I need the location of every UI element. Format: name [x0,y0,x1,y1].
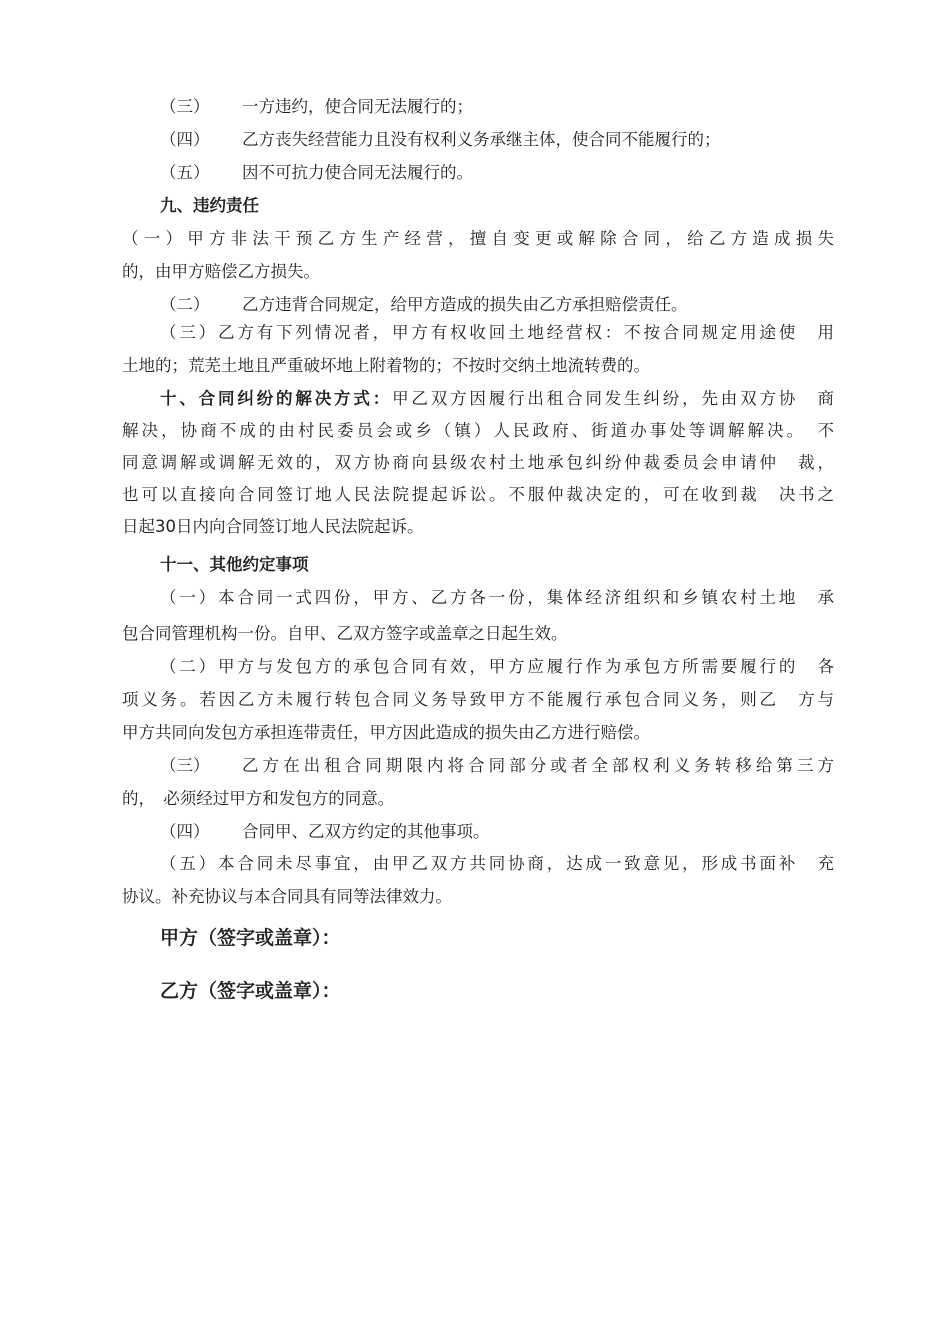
section-heading: 十、合同纠纷的解决方式： [160,389,393,408]
clause-text: 因不可抗力使合同无法履行的。 [242,163,473,182]
paragraph-line: （五）本合同未尽事宜，由甲乙双方共同协商，达成一致意见，形成书面补 充 [160,854,834,873]
clause-text: 乙方丧失经营能力且没有权利义务承继主体，使合同不能履行的； [242,130,721,149]
party-a-signature-line: 甲方（签字或盖章）： [160,927,341,949]
paragraph-line: 的，由甲方赔偿乙方损失。 [122,262,320,281]
paragraph-line: （一）本合同一式四份，甲方、乙方各一份，集体经济组织和乡镇农村土地 承 [160,588,834,607]
paragraph-line: （一）甲方非法干预乙方生产经营，擅自变更或解除合同，给乙方造成损失 [122,229,834,248]
paragraph-text: 甲乙双方因履行出租合同发生纠纷，先由双方协 商 [392,389,835,408]
paragraph-line: 的， 必须经过甲方和发包方的同意。 [122,789,395,808]
paragraph-line: 解决，协商不成的由村民委员会或乡（镇）人民政府、街道办事处等调解解决。 不 [122,421,834,440]
clause-label: （三） [160,97,210,116]
paragraph-line: 项义务。若因乙方未履行转包合同义务导致甲方不能履行承包合同义务，则乙 方与 [122,690,834,709]
clause-label: （四） [160,822,210,841]
paragraph-line: （三）乙方有下列情况者，甲方有权收回土地经营权：不按合同规定用途使 用 [160,323,834,342]
clause-text: 合同甲、乙双方约定的其他事项。 [242,822,490,841]
paragraph-line: （二）甲方与发包方的承包合同有效，甲方应履行作为承包方所需要履行的 各 [160,657,834,676]
section-heading-paragraph [160,388,834,410]
clause-label: （五） [160,163,210,182]
clause-label: （二） [160,295,210,314]
paragraph-line: 包合同管理机构一份。自甲、乙双方签字或盖章之日起生效。 [122,624,568,643]
section-heading: 九、违约责任 [160,196,259,215]
paragraph-line: 土地的；荒芜土地且严重破坏地上附着物的；不按时交纳土地流转费的。 [122,356,650,375]
paragraph-line: 日起30日内向合同签订地人民法院起诉。 [122,517,424,536]
paragraph-line: 甲方共同向发包方承担连带责任，甲方因此造成的损失由乙方进行赔偿。 [122,723,650,742]
clause-text: 一方违约，使合同无法履行的； [242,97,473,116]
clause-label: （四） [160,130,210,149]
paragraph-line: 同意调解或调解无效的，双方协商向县级农村土地承包纠纷仲裁委员会申请仲 裁， [122,453,834,472]
party-b-signature-line: 乙方（签字或盖章）： [160,980,341,1002]
section-heading: 十一、其他约定事项 [160,555,309,574]
paragraph-line: 也可以直接向合同签订地人民法院提起诉讼。不服仲裁决定的，可在收到裁 决书之 [122,485,834,504]
clause-label: （三） [160,756,210,775]
paragraph-line: 协议。补充协议与本合同具有同等法律效力。 [122,887,452,906]
clause-text: 乙方违背合同规定，给甲方造成的损失由乙方承担赔偿责任。 [242,295,688,314]
clause-text: 乙方在出租合同期限内将合同部分或者全部权利义务转移给第三方 [242,756,834,775]
